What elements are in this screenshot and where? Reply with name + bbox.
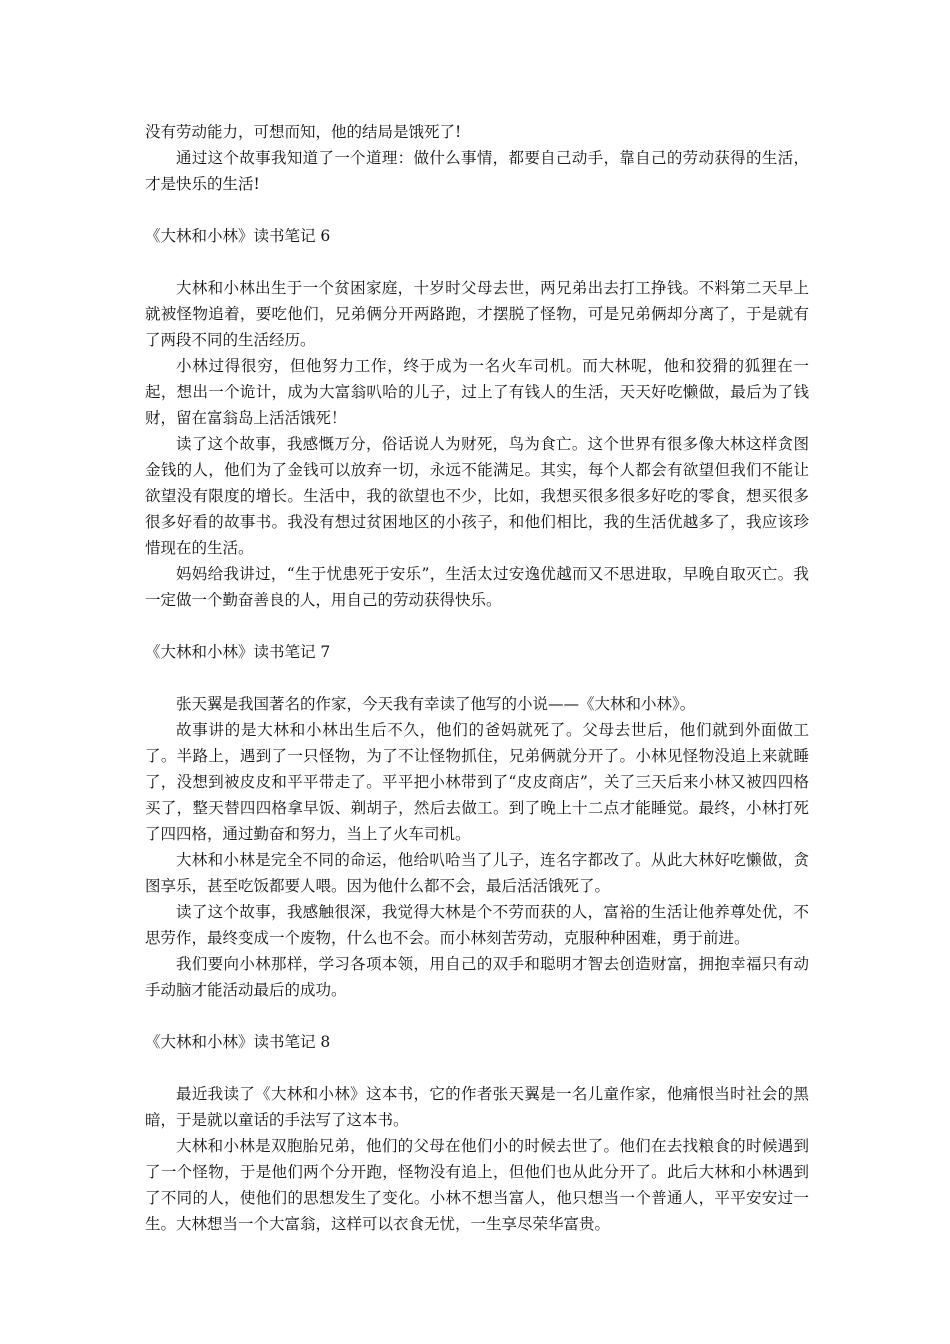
section-paragraph: 大林和小林是双胞胎兄弟，他们的父母在他们小的时候去世了。他们在去找粮食的时候遇到了一个怪物，于是他们两个分开跑，怪物没有追上，但他们也从此分开了。此后大林和小林遇到了不同的人，使他们的思想发生了变化。小林不想当富人，他只想当一个普通人，平平安安过一生。大林想当一个大富翁，这样可以衣食无忧，一生享尽荣华富贵。 (145, 1137, 809, 1233)
intro-paragraph-2: 通过这个故事我知道了一个道理：做什么事情，都要自己动手，靠自己的劳动获得的生活，才是快乐的生活! (145, 149, 809, 193)
section-paragraph: 故事讲的是大林和小林出生后不久，他们的爸妈就死了。父母去世后，他们就到外面做工了。半路上，遇到了一只怪物，为了不让怪物抓住，兄弟俩就分开了。小林见怪物没追上来就睡了，没想到被皮皮和平平带走了。平平把小林带到了“皮皮商店”，关了三天后来小林又被四四格买了，整天替四四格拿早饭、剃胡子，然后去做工。到了晚上十二点才能睡觉。最终，小林打死了四四格，通过勤奋和努力，当上了火车司机。 (145, 721, 809, 843)
section-heading: 《大林和小林》读书笔记 6 (145, 227, 331, 245)
section-paragraph: 读了这个故事，我感触很深，我觉得大林是个不劳而获的人，富裕的生活让他养尊处优，不思劳作，最终变成一个废物，什么也不会。而小林刻苦劳动，克服种种困难，勇于前进。 (145, 903, 809, 947)
section-paragraph: 小林过得很穷，但他努力工作，终于成为一名火车司机。而大林呢，他和狡猾的狐狸在一起，想出一个诡计，成为大富翁叭哈的儿子，过上了有钱人的生活，天天好吃懒做，最后为了钱财，留在富翁岛上活活饿死！ (145, 357, 809, 427)
section-paragraph: 最近我读了《大林和小林》这本书，它的作者张天翼是一名儿童作家，他痛恨当时社会的黑暗，于是就以童话的手法写了这本书。 (145, 1085, 809, 1129)
section-note-7 (145, 639, 809, 1003)
section-paragraph: 大林和小林是完全不同的命运，他给叭哈当了儿子，连名字都改了。从此大林好吃懒做，贪图享乐，甚至吃饭都要人喂。因为他什么都不会，最后活活饿死了。 (145, 851, 809, 895)
document-body (145, 119, 809, 1237)
intro-paragraph-1: 没有劳动能力，可想而知，他的结局是饿死了! (145, 123, 462, 141)
section-paragraph: 我们要向小林那样，学习各项本领，用自己的双手和聪明才智去创造财富，拥抱幸福只有动手动脑才能活动最后的成功。 (145, 955, 809, 999)
section-heading: 《大林和小林》读书笔记 7 (145, 643, 331, 661)
section-paragraph: 妈妈给我讲过，“生于忧患死于安乐”，生活太过安逸优越而又不思进取，早晚自取灭亡。我一定做一个勤奋善良的人，用自己的劳动获得快乐。 (145, 565, 809, 609)
section-paragraph: 张天翼是我国著名的作家，今天我有幸读了他写的小说——《大林和小林》。 (176, 695, 696, 713)
section-paragraph: 读了这个故事，我感慨万分，俗话说人为财死，鸟为食亡。这个世界有很多像大林这样贪图金钱的人，他们为了金钱可以放弃一切，永远不能满足。其实，每个人都会有欲望但我们不能让欲望没有限度的增长。生活中，我的欲望也不少，比如，我想买很多很多好吃的零食，想买很多很多好看的故事书。我没有想过贫困地区的小孩子，和他们相比，我的生活优越多了，我应该珍惜现在的生活。 (145, 435, 809, 557)
section-heading: 《大林和小林》读书笔记 8 (145, 1033, 331, 1051)
section-note-6 (145, 223, 809, 613)
section-note-8 (145, 1029, 809, 1237)
section-paragraph: 大林和小林出生于一个贫困家庭，十岁时父母去世，两兄弟出去打工挣钱。不料第二天早上就被怪物追着，要吃他们，兄弟俩分开两路跑，才摆脱了怪物，可是兄弟俩却分离了，于是就有了两段不同的生活经历。 (145, 279, 809, 349)
